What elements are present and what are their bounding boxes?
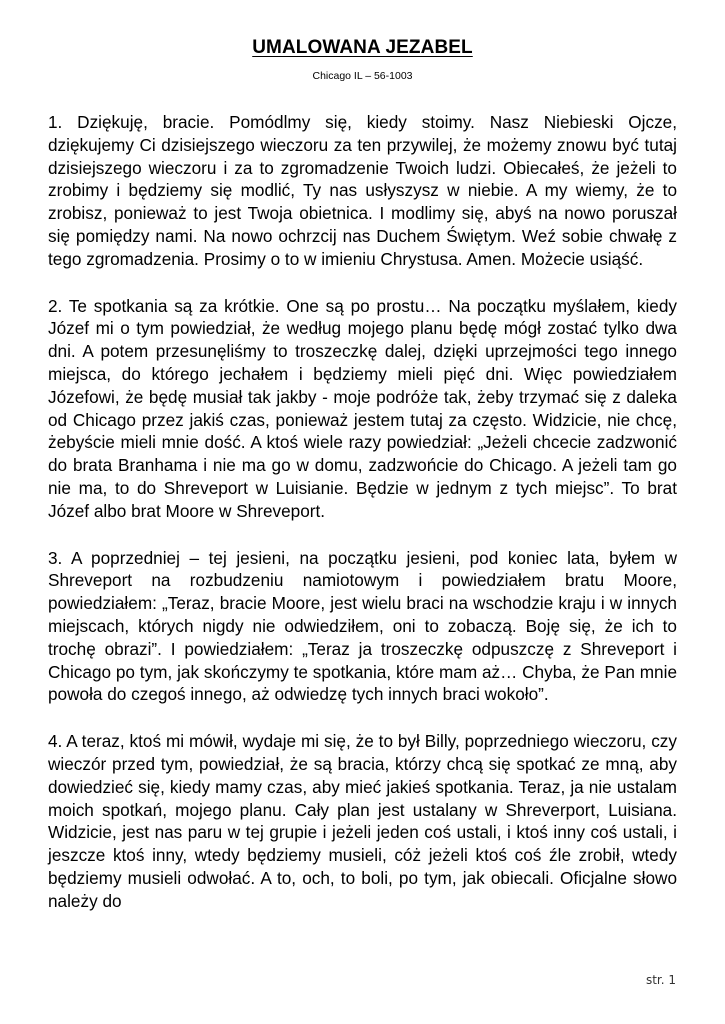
document-body (48, 111, 677, 913)
document-title: UMALOWANA JEZABEL (252, 37, 473, 58)
paragraph-1: 1. Dziękuję, bracie. Pomódlmy się, kiedy stoimy. Nasz Niebieski Ojcze, dziękujemy Ci dzisiejszego wieczoru za ten przywilej, że możemy znowu być tutaj dzisiejszego wieczoru i za to zgromadzenie Twoich ludzi. Obiecałeś, że jeżeli to zrobimy i będziemy się modlić, Ty nas usłyszysz w niebie. A my wiemy, że to zrobisz, ponieważ to jest Twoja obietnica. I modlimy się, abyś na nowo poruszał się pomiędzy nami. Na nowo ochrzcij nas Duchem Świętym. Weź sobie chwałę z tego zgromadzenia. Prosimy o to w imieniu Chrystusa. Amen. Możecie usiąść. (48, 112, 677, 269)
page-number: str. 1 (645, 973, 676, 987)
paragraph-3: 3. A poprzedniej – tej jesieni, na początku jesieni, pod koniec lata, byłem w Shreveport na rozbudzeniu namiotowym i powiedziałem bratu Moore, powiedziałem: „Teraz, bracie Moore, jest wielu braci na wschodzie kraju i w innych miejscach, których nigdy nie odwiedziłem, oni to zobaczą. Boję się, że ich to trochę obrazi”. I powiedziałem: „Teraz ja troszeczkę odpuszczę z Shreveport i Chicago po tym, jak skończymy te spotkania, które mam aż… Chyba, że Pan mnie powoła do czegoś innego, aż odwiedzę tych innych braci wokoło”. (48, 547, 677, 705)
paragraph-4: 4. A teraz, ktoś mi mówił, wydaje mi się, że to był Billy, poprzedniego wieczoru, czy wieczór przed tym, powiedział, że są bracia, którzy chcą się spotkać ze mną, aby dowiedzieć się, kiedy mamy czas, aby mieć jakieś spotkania. Teraz, ja nie ustalam moich spotkań, mojego planu. Cały plan jest ustalany w Shreverport, Luisiana. Widzicie, jest nas paru w tej grupie i jeżeli jeden coś ustali, i ktoś inny coś ustali, i jeszcze ktoś inny, wtedy będziemy musieli, cóż jeżeli ktoś coś źle zrobił, wtedy będziemy musieli odwołać. A to, och, to boli, po tym, jak obiecali. Oficjalne słowo należy do (48, 731, 677, 911)
document-subtitle: Chicago IL – 56-1003 (312, 70, 413, 82)
paragraph-2: 2. Te spotkania są za krótkie. One są po prostu… Na początku myślałem, kiedy Józef mi o tym powiedział, że według mojego planu będę mógł zostać tylko dwa dni. A potem przesunęliśmy to troszeczkę dalej, dzięki uprzejmości tego innego miejsca, do którego jechałem i będziemy mieli pięć dni. Więc powiedziałem Józefowi, że będę musiał tak jakby - moje podróże tak, żeby trzymać się z daleka od Chicago przez jakiś czas, ponieważ jestem tutaj za często. Widzicie, nie chcę, żebyście mieli mnie dość. A ktoś wiele razy powiedział: „Jeżeli chcecie zadzwonić do brata Branhama i nie ma go w domu, zadzwońcie do Chicago. A jeżeli tam go nie ma, to do Shreveport w Luisianie. Będzie w jednym z tych miejsc”. To brat Józef albo brat Moore w Shreveport. (48, 295, 677, 521)
